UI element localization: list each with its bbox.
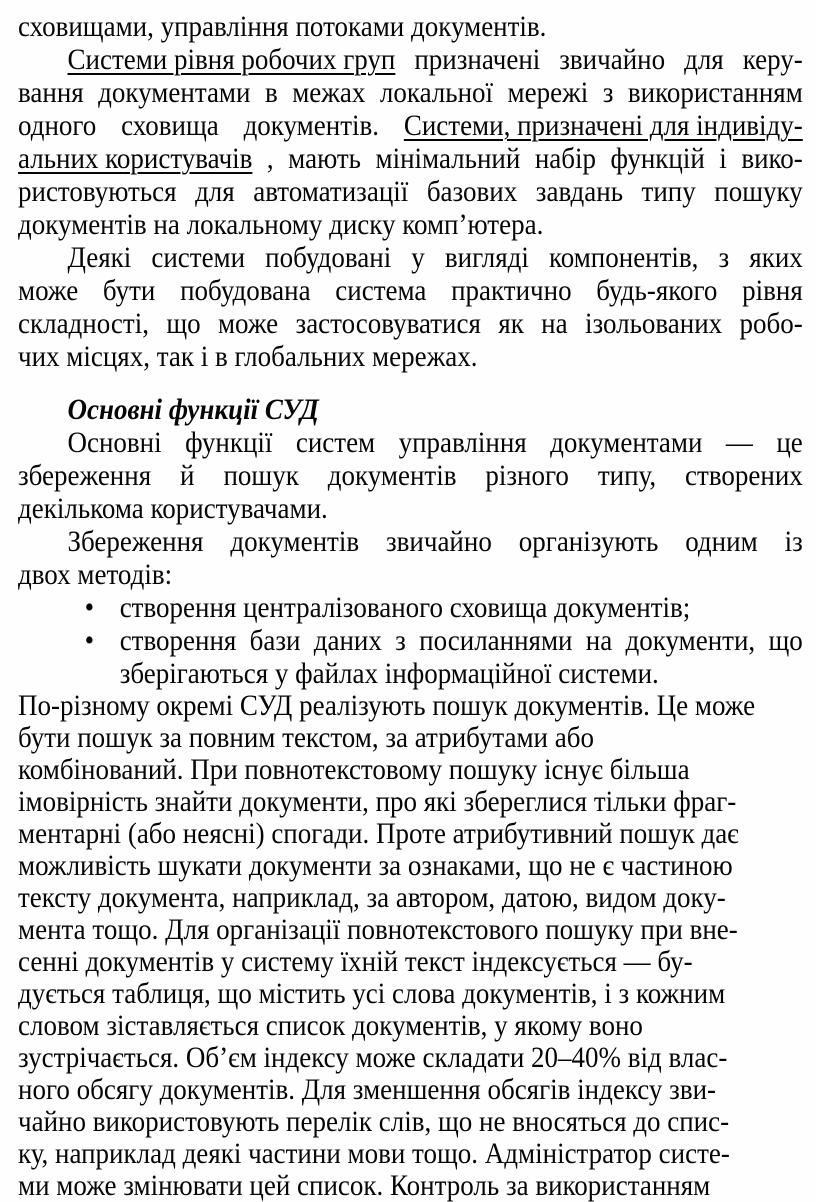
text-word: документів xyxy=(327,459,457,492)
text-line xyxy=(18,1138,803,1170)
underlined-phrase: Системи, призначені для індивіду- xyxy=(403,109,803,142)
text-word: сховища xyxy=(121,109,219,142)
paragraph xyxy=(18,525,803,591)
text-word: вигляді xyxy=(444,241,529,274)
underlined-phrase: альних користувачів xyxy=(18,142,253,175)
text-word: Збереження xyxy=(67,525,204,558)
text-word: організують xyxy=(518,525,659,558)
text-word: документами xyxy=(98,76,251,109)
text-word: робо- xyxy=(739,307,803,340)
text-segment: ного обсягу документів. Для зменшення обсягів індексу зви- xyxy=(18,1073,717,1106)
text-word: з xyxy=(602,76,614,109)
text-word: складності, xyxy=(18,307,149,340)
text-segment: ми може змінювати цей список. Контроль за використанням xyxy=(18,1169,711,1202)
text-line xyxy=(18,76,803,109)
text-word: бути xyxy=(102,274,156,307)
text-word: в xyxy=(264,76,278,109)
text-word: — xyxy=(725,426,753,459)
text-word: і xyxy=(719,142,727,175)
text-line xyxy=(18,10,803,43)
text-line xyxy=(18,142,803,175)
text-word: мають xyxy=(288,142,361,175)
bullet-icon: • xyxy=(84,591,95,624)
text-word: документи, xyxy=(625,624,756,657)
list-item xyxy=(18,624,803,690)
text-line xyxy=(18,241,803,274)
text-segment: мента тощо. Для організації повнотекстового пошуку при вне- xyxy=(18,913,738,946)
text-word: документів xyxy=(230,525,360,558)
paragraph xyxy=(18,10,803,43)
text-word: призначені xyxy=(414,43,541,76)
document-page xyxy=(18,10,803,1202)
text-line xyxy=(18,426,803,459)
text-segment: бути пошук за повним текстом, за атрибутами або xyxy=(18,721,594,754)
text-line xyxy=(18,1042,803,1074)
text-word: створення xyxy=(119,624,237,657)
text-line xyxy=(18,459,803,492)
text-word: одним xyxy=(685,525,758,558)
text-word: рівня xyxy=(742,274,803,307)
text-word: практично xyxy=(451,274,572,307)
text-word: автоматизації xyxy=(253,175,409,208)
text-word: для xyxy=(195,175,235,208)
text-line xyxy=(18,1074,803,1106)
text-word: функції xyxy=(185,426,273,459)
text-word: може xyxy=(18,274,79,307)
text-word: мережі xyxy=(507,76,589,109)
text-segment: документів на локальному диску комп’ютера. xyxy=(18,208,544,241)
text-line xyxy=(18,43,803,76)
text-line xyxy=(18,818,803,850)
text-line xyxy=(18,558,803,591)
text-line xyxy=(18,978,803,1010)
text-segment: ку, наприклад деякі частини мови тощо. Адміністратор систе- xyxy=(18,1137,730,1170)
text-line xyxy=(18,109,803,142)
text-word: звичайно xyxy=(386,525,492,558)
text-segment: чайно використовують перелік слів, що не вносяться до спис- xyxy=(18,1105,730,1138)
text-word: межах xyxy=(292,76,366,109)
text-word: типу, xyxy=(597,459,657,492)
text-line xyxy=(18,624,803,657)
text-line xyxy=(18,1106,803,1138)
text-word: на xyxy=(585,624,613,657)
paragraph xyxy=(18,241,803,373)
text-line xyxy=(18,340,803,373)
text-word: вання xyxy=(18,76,84,109)
text-word: це xyxy=(776,426,803,459)
text-segment: зберігаються у файлах інформаційної системи. xyxy=(119,657,659,690)
text-word: Основні xyxy=(67,426,162,459)
text-line xyxy=(18,850,803,882)
text-line xyxy=(18,722,803,754)
text-word: яких xyxy=(749,241,803,274)
text-word: пошуку xyxy=(714,175,803,208)
text-segment: тексту документа, наприклад, за автором, датою, видом доку- xyxy=(18,881,726,914)
text-word: збереження xyxy=(18,459,152,492)
text-line xyxy=(18,1010,803,1042)
text-word: керу- xyxy=(742,43,803,76)
text-word: побудована xyxy=(180,274,311,307)
text-word: компонентів, xyxy=(548,241,699,274)
text-segment: чих місцях, так і в глобальних мережах. xyxy=(18,340,478,373)
text-word: одного xyxy=(18,109,97,142)
text-word: , xyxy=(266,142,274,175)
text-line xyxy=(18,492,803,525)
text-word: ізольованих xyxy=(584,307,723,340)
text-word: з xyxy=(395,624,406,657)
text-word: даних xyxy=(313,624,382,657)
text-word: функцій xyxy=(610,142,705,175)
text-segment: словом зіставляється список документів, у якому воно xyxy=(18,1009,643,1042)
text-word: ристовуються xyxy=(18,175,177,208)
text-line xyxy=(18,657,803,690)
text-word: пошук xyxy=(223,459,299,492)
text-segment: зустрічається. Об’єм індексу може складати 20–40% від влас- xyxy=(18,1041,728,1074)
text-word: застосовуватися xyxy=(295,307,481,340)
text-word: систем xyxy=(295,426,376,459)
paragraph xyxy=(18,43,803,241)
text-line xyxy=(18,882,803,914)
text-word: що xyxy=(768,624,803,657)
text-word: як xyxy=(498,307,524,340)
text-line xyxy=(18,274,803,307)
text-word: документами xyxy=(550,426,703,459)
text-line xyxy=(18,1170,803,1202)
text-line xyxy=(18,914,803,946)
text-word: що xyxy=(166,307,201,340)
text-word: системи xyxy=(151,241,246,274)
text-word: й xyxy=(180,459,195,492)
text-segment: імовірність знайти документи, про які збереглися тільки фраг- xyxy=(18,785,737,818)
text-word: звичайно xyxy=(559,43,666,76)
text-segment: створення централізованого сховища документів; xyxy=(119,591,691,624)
section-heading: Основні функції СУД xyxy=(67,393,319,426)
text-word: управління xyxy=(398,426,527,459)
text-segment: дується таблиця, що містить усі слова документів, і з кожним xyxy=(18,977,726,1010)
text-word: типу xyxy=(641,175,696,208)
text-segment: По-різному окремі СУД реалізують пошук документів. Це може xyxy=(18,689,756,722)
paragraph xyxy=(18,426,803,525)
text-word: вико- xyxy=(741,142,803,175)
text-line xyxy=(18,690,803,722)
text-word: бази xyxy=(249,624,301,657)
text-word: будь-якого xyxy=(596,274,718,307)
text-word: створених xyxy=(685,459,803,492)
text-segment: сенні документів у систему їхній текст індексується — бу- xyxy=(18,945,693,978)
text-line xyxy=(18,786,803,818)
text-word: різного xyxy=(485,459,569,492)
text-line xyxy=(18,208,803,241)
paragraph xyxy=(18,690,803,1202)
text-word: завдань xyxy=(535,175,624,208)
text-word: посиланнями xyxy=(419,624,573,657)
text-line xyxy=(18,307,803,340)
bullet-icon: • xyxy=(84,624,95,657)
text-word: базових xyxy=(426,175,518,208)
text-word: мінімальний xyxy=(375,142,521,175)
underlined-phrase: Системи рівня робочих груп xyxy=(67,43,396,76)
text-segment: можливість шукати документи за ознаками, що не є частиною xyxy=(18,849,733,882)
text-line xyxy=(18,754,803,786)
text-word: у xyxy=(411,241,425,274)
text-segment: сховищами, управління потоками документів. xyxy=(18,10,547,43)
text-word: на xyxy=(541,307,568,340)
text-word: локальної xyxy=(379,76,494,109)
text-word: із xyxy=(784,525,803,558)
text-segment: декількома користувачами. xyxy=(18,492,328,525)
text-segment: ментарні (або неясні) спогади. Проте атрибутивний пошук дає xyxy=(18,817,739,850)
text-word: Деякі xyxy=(67,241,132,274)
text-word: використанням xyxy=(627,76,803,109)
text-line xyxy=(18,175,803,208)
text-segment: комбінований. При повнотекстовому пошуку існує більша xyxy=(18,753,690,786)
text-word: набір xyxy=(534,142,596,175)
text-line xyxy=(18,946,803,978)
text-word: документів. xyxy=(243,109,379,142)
text-word: система xyxy=(335,274,427,307)
text-segment: двох методів: xyxy=(18,558,173,591)
text-word: може xyxy=(217,307,279,340)
text-word: з xyxy=(718,241,730,274)
text-word: побудовані xyxy=(265,241,392,274)
text-line xyxy=(18,591,803,624)
text-line xyxy=(18,525,803,558)
list-item xyxy=(18,591,803,624)
text-word: для xyxy=(684,43,724,76)
